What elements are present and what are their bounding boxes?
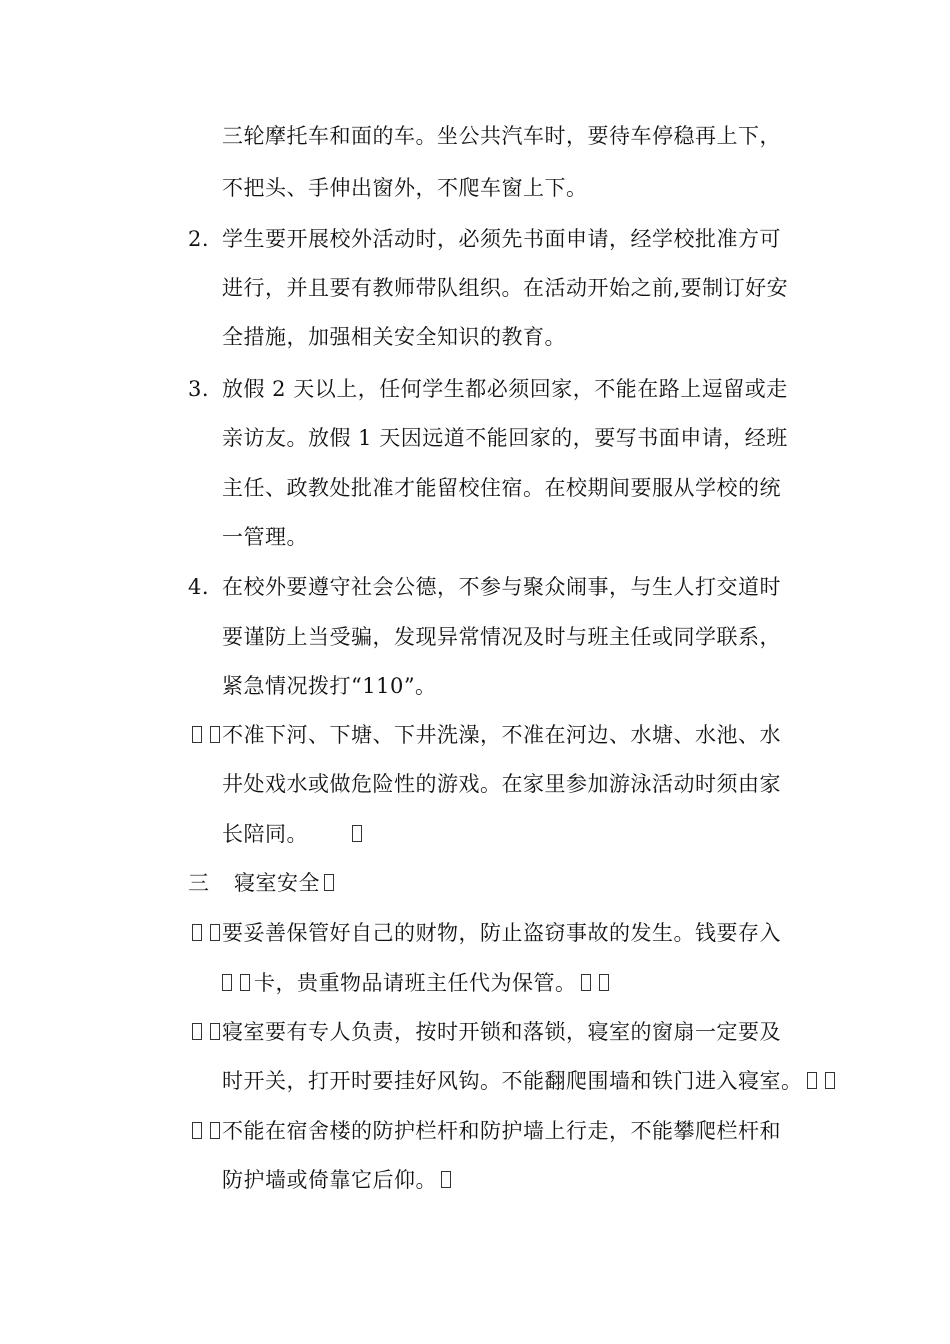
text-line <box>222 624 781 650</box>
line-text: 学生要开展校外活动时，必须先书面申请，经学校批准方可 <box>222 227 781 251</box>
line-text: 卡，贵重物品请班主任代为保管。 <box>254 971 577 995</box>
text-line <box>222 771 781 797</box>
line-text: 不准下河、下塘、下井洗澡，不准在河边、水塘、水池、水 <box>222 723 781 747</box>
missing-glyph-box <box>599 974 609 991</box>
missing-glyph-box <box>210 726 220 743</box>
line-text: 不把头、手伸出窗外，不爬车窗上下。 <box>222 176 588 200</box>
missing-glyph-bullet <box>188 722 224 748</box>
text-line <box>222 475 781 501</box>
line-text: 亲访友。放假 1 天因远道不能回家的，要写书面申请，经班 <box>222 426 788 450</box>
line-text: 进行，并且要有教师带队组织。在活动开始之前,要制订好安 <box>222 276 789 300</box>
line-text: 一管理。 <box>222 525 308 549</box>
missing-glyph-box <box>210 924 220 941</box>
text-line <box>222 425 788 451</box>
line-text: 要妥善保管好自己的财物，防止盗窃事故的发生。钱要存入 <box>222 921 781 945</box>
list-marker: 3. <box>188 377 210 401</box>
text-line <box>222 574 781 600</box>
missing-glyph-bullet <box>188 1118 224 1144</box>
list-marker: 4. <box>188 575 210 599</box>
line-text: 不能在宿舍楼的防护栏杆和防护墙上行走，不能攀爬栏杆和 <box>222 1119 781 1143</box>
text-line <box>222 1118 781 1144</box>
line-text: 寝室要有专人负责，按时开锁和落锁，寝室的窗扇一定要及 <box>222 1020 781 1044</box>
text-line <box>222 722 781 748</box>
text-line <box>222 123 781 149</box>
list-marker: 2. <box>188 227 210 251</box>
section-heading <box>234 870 338 896</box>
missing-glyph-box <box>192 1023 202 1040</box>
text-line <box>222 1068 839 1094</box>
text-line <box>222 1167 455 1193</box>
line-text: 主任、政教处批准才能留校住宿。在校期间要服从学校的统 <box>222 476 781 500</box>
text-line <box>222 376 788 402</box>
missing-glyph-box <box>192 726 202 743</box>
line-text: 全措施，加强相关安全知识的教育。 <box>222 325 566 349</box>
line-text: 紧急情况拨打“110”。 <box>222 674 437 698</box>
line-text: 时开关，打开时要挂好风钩。不能翻爬围墙和铁门进入寝室。 <box>222 1069 803 1093</box>
line-text: 长陪同。 <box>222 822 308 846</box>
text-line <box>222 226 781 252</box>
text-line <box>222 920 781 946</box>
missing-glyph-bullet <box>188 1019 224 1045</box>
missing-glyph-box <box>222 974 232 991</box>
line-text: 防护墙或倚靠它后仰。 <box>222 1168 437 1192</box>
section-heading-text: 寝室安全 <box>234 871 320 895</box>
missing-glyph-box <box>324 874 334 891</box>
text-line <box>222 275 788 301</box>
missing-glyph-bullet <box>188 920 224 946</box>
missing-glyph-box <box>192 924 202 941</box>
missing-glyph-box <box>441 1171 451 1188</box>
text-line <box>222 175 588 201</box>
missing-glyph-box <box>807 1072 817 1089</box>
line-text: 井处戏水或做危险性的游戏。在家里参加游泳活动时须由家 <box>222 772 781 796</box>
missing-glyph-box <box>352 825 362 842</box>
missing-glyph-box <box>210 1122 220 1139</box>
section-number: 三 <box>188 871 210 895</box>
line-text: 放假 2 天以上，任何学生都必须回家，不能在路上逗留或走 <box>222 377 788 401</box>
missing-glyph-box <box>581 974 591 991</box>
text-line <box>222 1019 781 1045</box>
missing-glyph-box <box>192 1122 202 1139</box>
text-line <box>222 821 366 847</box>
missing-glyph-box <box>825 1072 835 1089</box>
text-line <box>222 673 437 699</box>
text-line <box>218 970 613 996</box>
line-text: 要谨防上当受骗，发现异常情况及时与班主任或同学联系， <box>222 625 781 649</box>
text-line <box>222 324 566 350</box>
missing-glyph-box <box>240 974 250 991</box>
missing-glyph-box <box>210 1023 220 1040</box>
text-line <box>222 524 308 550</box>
line-text: 在校外要遵守社会公德，不参与聚众闹事，与生人打交道时 <box>222 575 781 599</box>
line-text: 三轮摩托车和面的车。坐公共汽车时，要待车停稳再上下， <box>222 124 781 148</box>
